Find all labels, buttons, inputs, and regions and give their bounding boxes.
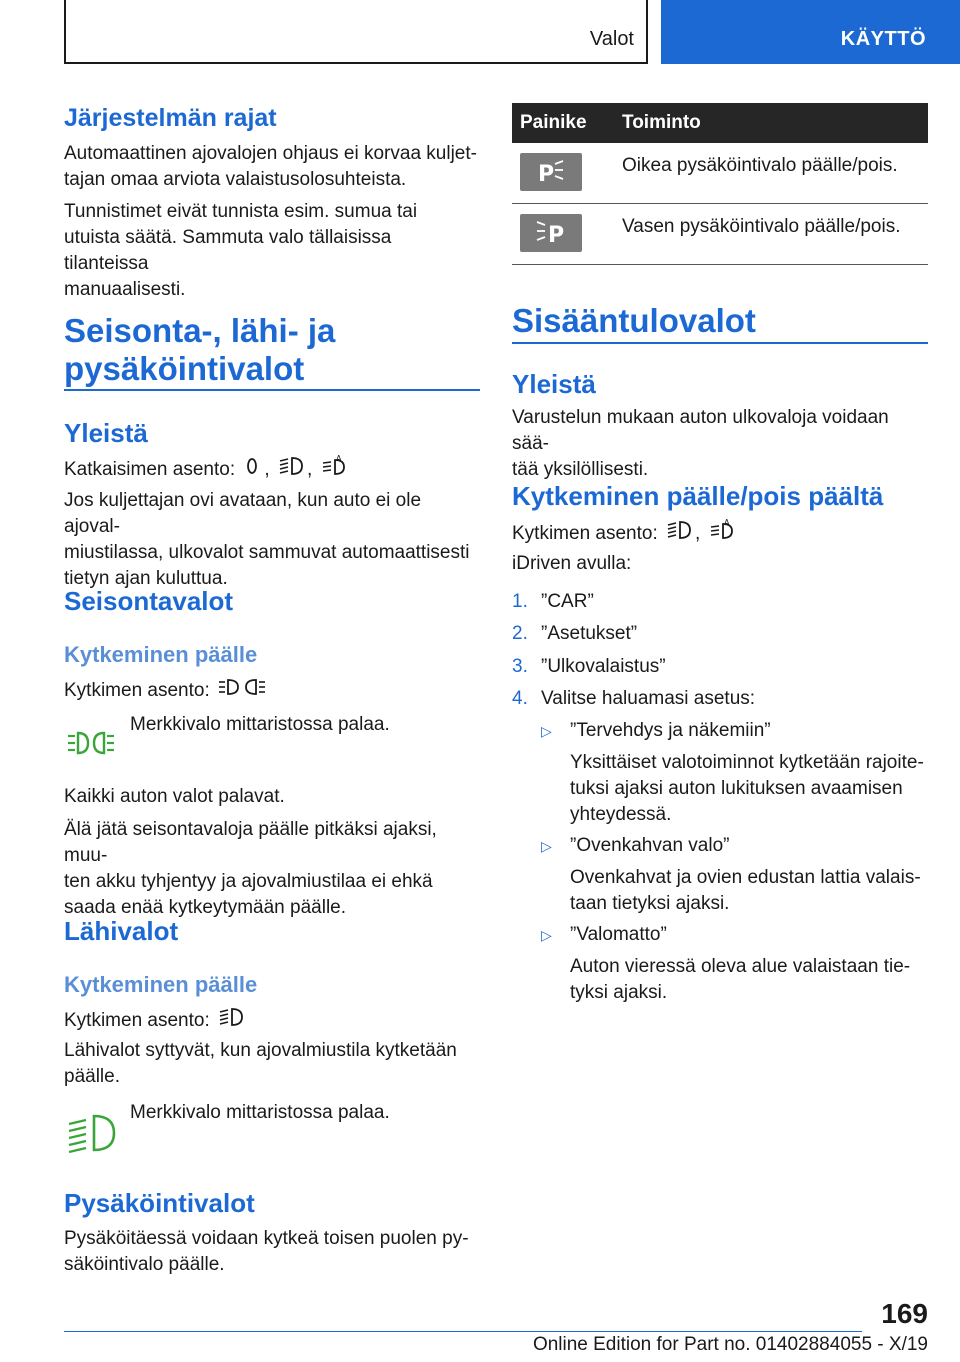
text-line: tää yksilöllisesti. [512,459,649,480]
welcome-general-paragraph [512,405,928,483]
table-header-row [512,103,928,143]
text-line: Varustelun mukaan auton ulkovaloja voidaan sää- [512,407,889,454]
option-description [570,954,928,1006]
option-item [541,718,928,828]
table-header-function: Toiminto [614,103,928,143]
limits-heading: Järjestelmän rajat [64,104,277,132]
limits-paragraph-1 [64,141,480,193]
text-line: tietyn ajan kuluttua. [64,568,228,589]
text-line: manuaalisesti. [64,279,186,300]
header-section-title: Valot [589,28,634,50]
switch-position-parking-lights-icon [218,676,266,706]
limits-paragraph-2 [64,199,480,303]
chapter-heading-line: Seisonta-, lähi- ja [64,312,336,349]
table-cell-button [512,204,614,265]
text-line: Tunnistimet eivät tunnista esim. sumua tai [64,201,418,222]
table-cell-function: Vasen pysäköintivalo päälle/pois. [614,204,928,265]
triangle-bullet-icon: ▷ [541,723,552,739]
text-line: miustilassa, ulkovalot sammuvat automaattisesti [64,542,470,563]
parking-lights-heading: Seisontavalot [64,586,234,616]
welcome-general-heading: Yleistä [512,369,596,399]
welcome-lights-heading: Sisääntulovalot [512,302,756,339]
text-line: saada enää kytkeytymään päälle. [64,897,347,918]
list-number: 2. [512,623,528,644]
parking-indicator-icon [66,728,116,763]
option-name: ”Tervehdys ja näkemiin” [570,720,771,741]
side-parking-paragraph [64,1226,480,1278]
footer-edition: Online Edition for Part no. 01402884055 - X/19 [532,1334,928,1355]
text-line: Pysäköitäessä voidaan kytkeä toisen puolen py- [64,1228,469,1249]
idrive-label: iDriven avulla: [512,553,632,574]
triangle-bullet-icon: ▷ [541,838,552,854]
text-line: tyksi ajaksi. [570,982,668,1003]
text-line: Älä jätä seisontavaloja päälle pitkäksi ajaksi, muu- [64,819,437,866]
header-chapter-tab: KÄYTTÖ [661,0,960,64]
text-line: taan tietyksi ajaksi. [570,893,730,914]
switch-position-low-beam-icon [666,519,692,549]
chapter-heading [64,312,335,388]
header-box [64,0,648,64]
list-text: ”Ulkovalaistus” [541,656,666,677]
list-text: ”CAR” [541,591,594,612]
list-text: Valitse haluamasi asetus: [541,688,756,709]
low-beam-indicator-icon [66,1112,118,1159]
option-item [541,833,928,917]
svg-text:A: A [335,454,341,463]
switch-label: Kytkimen asento: [64,1010,210,1032]
switch-position-off-icon [243,456,261,484]
switch-position-auto-headlight-icon [321,454,347,486]
parking-switch-line [64,676,480,706]
parking-indicator-text: Merkkivalo mittaristossa palaa. [130,714,390,735]
table-header-button: Painike [512,103,614,143]
table-cell-button [512,143,614,204]
general-switch-line: Katkaisimen asento: , , A [64,454,480,486]
text-line: Automaattinen ajovalojen ohjaus ei korvaa kuljet- [64,143,477,164]
list-number: 1. [512,591,528,612]
low-beam-paragraph [64,1038,480,1090]
low-beam-indicator-text: Merkkivalo mittaristossa palaa. [130,1102,390,1123]
switch-position-auto-headlight-icon [709,518,735,550]
buttons-table [512,103,928,265]
text-line: Auton vieressä oleva alue valaistaan tie- [570,956,911,977]
switch-label: Katkaisimen asento: [64,459,236,481]
table-row [512,143,928,204]
parking-paragraph-1: Kaikki auton valot palavat. [64,786,285,807]
text-line: tajan omaa arviota valaistusolosuhteista. [64,169,407,190]
parking-lights-on-heading: Kytkeminen päälle [64,642,258,667]
svg-text:P: P [538,162,555,187]
text-line: Lähivalot syttyvät, kun ajovalmiustila kytketään [64,1040,457,1061]
text-line: Yksittäiset valotoiminnot kytketään rajoite- [570,752,924,773]
list-text: ”Asetukset” [541,623,638,644]
chapter-heading-line: pysäköintivalot [64,350,305,387]
general-paragraph [64,488,480,592]
text-line: ten akku tyhjentyy ja ajovalmiustilaa ei ehkä [64,871,433,892]
general-heading: Yleistä [64,418,148,448]
list-number: 4. [512,688,528,709]
option-name: ”Valomatto” [570,924,667,945]
parking-paragraph-2 [64,817,480,921]
welcome-switch-line: Kytkimen asento: , A [512,518,928,550]
text-line: Ovenkahvat ja ovien edustan lattia valais- [570,867,921,888]
switch-position-auto-low-beam-icon [278,455,304,485]
option-description [570,865,928,917]
table-cell-function: Oikea pysäköintivalo päälle/pois. [614,143,928,204]
svg-text:P: P [548,223,565,248]
low-beam-heading: Lähivalot [64,916,179,946]
text-line: säköintivalo päälle. [64,1254,225,1275]
switch-label: Kytkimen asento: [512,523,658,545]
svg-text:A: A [723,518,730,527]
low-beam-on-heading: Kytkeminen päälle [64,972,258,997]
welcome-switch-heading: Kytkeminen päälle/pois päältä [512,481,884,511]
table-row [512,204,928,265]
option-item [541,922,928,1006]
option-name: ”Ovenkahvan valo” [570,835,730,856]
switch-position-low-beam-icon [218,1006,244,1036]
page-number: 169 [881,1298,928,1329]
text-line: yhteydessä. [570,804,672,825]
text-line: Jos kuljettajan ovi avataan, kun auto ei ole ajoval- [64,490,422,537]
text-line: utuista säätä. Sammuta valo tällaisissa tilanteissa [64,227,392,274]
option-description [570,750,928,828]
welcome-rule [512,342,928,344]
footer-rule [64,1331,862,1332]
low-beam-switch-line [64,1006,480,1036]
triangle-bullet-icon: ▷ [541,927,552,943]
parking-light-right-icon[interactable] [520,153,582,191]
text-line: tuksi ajaksi auton lukituksen avaamisen [570,778,903,799]
list-number: 3. [512,656,528,677]
text-line: päälle. [64,1066,120,1087]
side-parking-heading: Pysäköintivalot [64,1188,255,1218]
switch-label: Kytkimen asento: [64,680,210,702]
chapter-rule [64,389,480,391]
parking-light-left-icon[interactable] [520,214,582,252]
